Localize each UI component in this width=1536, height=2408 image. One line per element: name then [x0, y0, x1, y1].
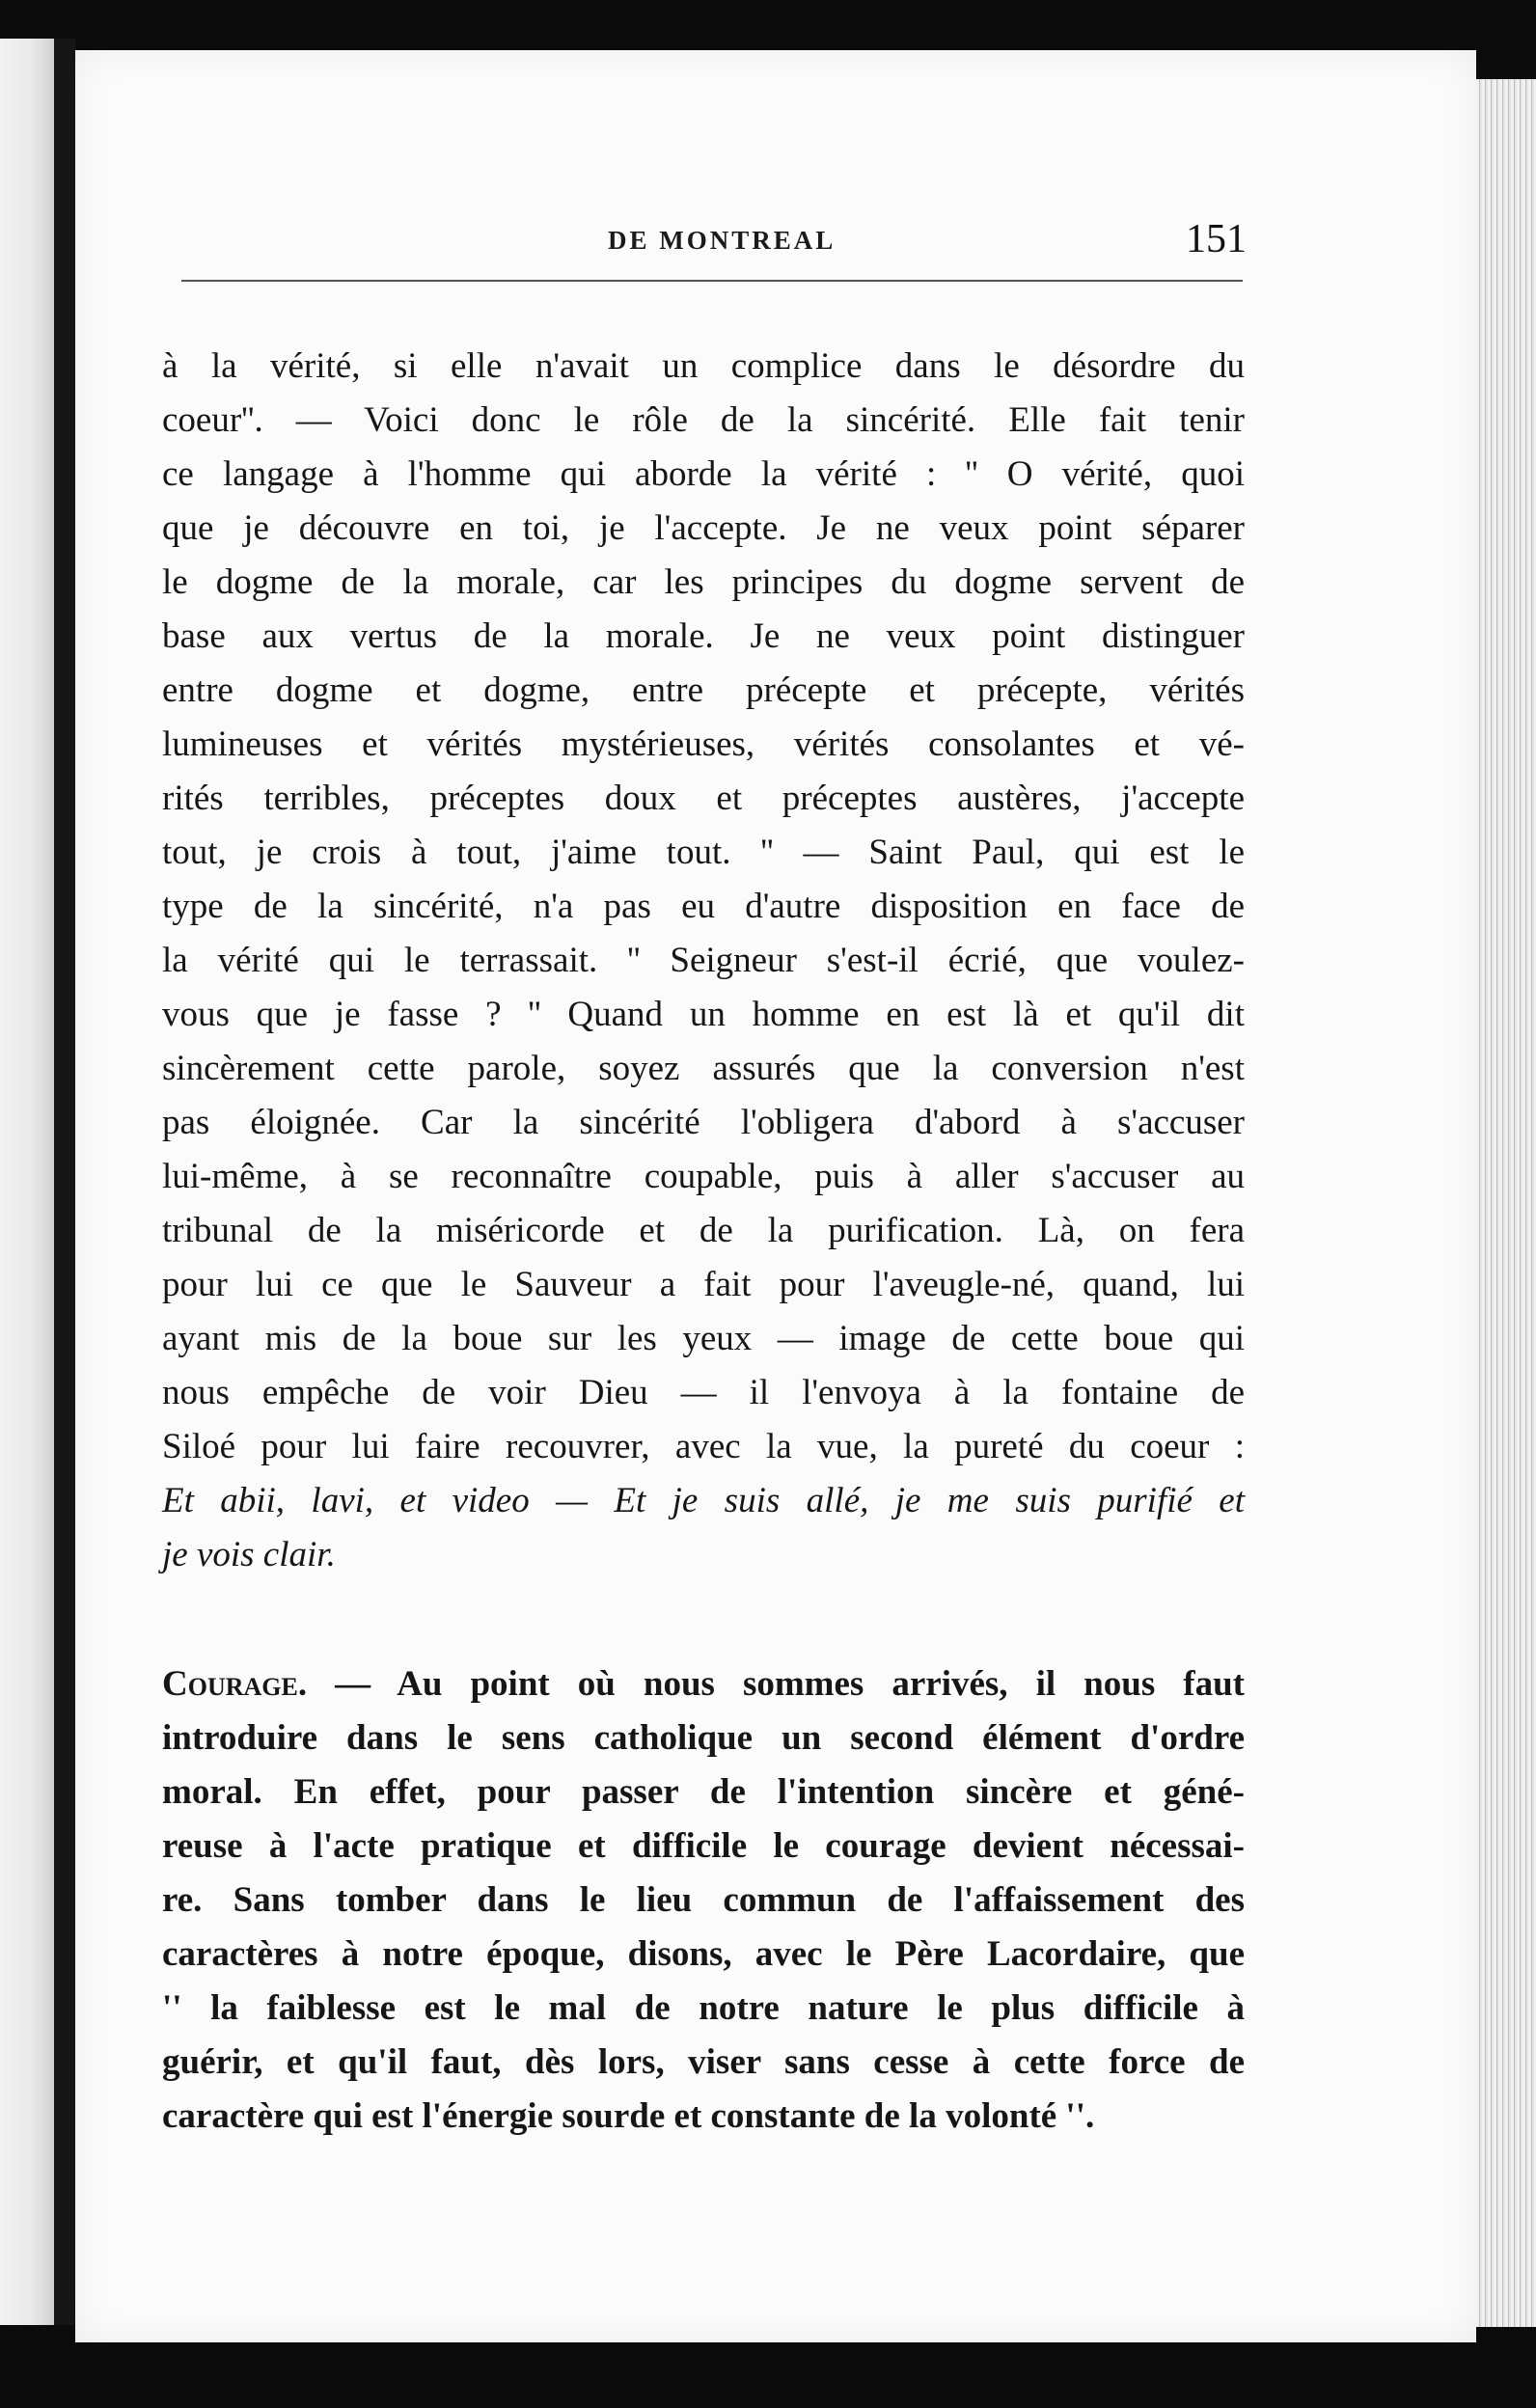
- text-line: re. Sans tomber dans le lieu commun de l'affaissement des: [162, 1880, 1245, 1920]
- text-line: introduire dans le sens catholique un second élément d'ordre: [162, 1718, 1245, 1758]
- text-line: sincèrement cette parole, soyez assurés que la conversion n'est: [162, 1049, 1245, 1088]
- text-line: rités terribles, préceptes doux et préceptes austères, j'accepte: [162, 779, 1245, 818]
- text-line: que je découvre en toi, je l'accepte. Je ne veux point séparer: [162, 508, 1245, 548]
- text-line: coeur''. — Voici donc le rôle de la sincérité. Elle fait tenir: [162, 400, 1245, 440]
- section-heading: Courage.: [162, 1664, 308, 1704]
- text-line: caractère qui est l'énergie sourde et constante de la volonté ''.: [162, 2096, 1095, 2136]
- text-line: tout, je crois à tout, j'aime tout. '' — Saint Paul, qui est le: [162, 833, 1245, 872]
- text-line: à la vérité, si elle n'avait un complice dans le désordre du: [162, 346, 1245, 386]
- paragraph-sincerite: [162, 340, 1245, 1582]
- text-line: pour lui ce que le Sauveur a fait pour l'aveugle-né, quand, lui: [162, 1265, 1245, 1304]
- text-line: base aux vertus de la morale. Je ne veux point distinguer: [162, 616, 1245, 656]
- book-gutter: [54, 39, 75, 2325]
- header-rule: [181, 280, 1243, 282]
- text-line: le dogme de la morale, car les principes du dogme servent de: [162, 562, 1245, 602]
- text-line: pas éloignée. Car la sincérité l'obligera d'abord à s'accuser: [162, 1103, 1245, 1142]
- latin-quote-line: je vois clair.: [162, 1535, 336, 1574]
- text-line: lumineuses et vérités mystérieuses, vérités consolantes et vé-: [162, 725, 1245, 764]
- text-line: lui-même, à se reconnaître coupable, puis à aller s'accuser au: [162, 1157, 1245, 1196]
- text-line: la vérité qui le terrassait. '' Seigneur s'est-il écrié, que voulez-: [162, 941, 1245, 980]
- scan-bottom-shadow: [54, 2342, 1536, 2408]
- text-line: nous empêche de voir Dieu — il l'envoya à la fontaine de: [162, 1373, 1245, 1412]
- text-line: type de la sincérité, n'a pas eu d'autre disposition en face de: [162, 887, 1245, 926]
- latin-quote-line: Et abii, lavi, et video — Et je suis allé, je me suis purifié et: [162, 1481, 1245, 1520]
- paragraph-courage: [162, 1657, 1245, 2144]
- text-line: vous que je fasse ? '' Quand un homme en est là et qu'il dit: [162, 995, 1245, 1034]
- text-line: reuse à l'acte pratique et difficile le courage devient nécessai-: [162, 1826, 1245, 1866]
- text-line: entre dogme et dogme, entre précepte et précepte, vérités: [162, 670, 1245, 710]
- text-line: moral. En effet, pour passer de l'intention sincère et géné-: [162, 1772, 1245, 1812]
- text-line: ayant mis de la boue sur les yeux — image de cette boue qui: [162, 1319, 1245, 1358]
- text-line: tribunal de la miséricorde et de la purification. Là, on fera: [162, 1211, 1245, 1250]
- adjacent-page-edge: [0, 39, 54, 2325]
- text-line: Siloé pour lui faire recouvrer, avec la vue, la pureté du coeur :: [162, 1427, 1245, 1466]
- running-title: DE MONTREAL: [608, 226, 837, 255]
- page-number: 151: [1186, 217, 1247, 261]
- text-line: caractères à notre époque, disons, avec le Père Lacordaire, que: [162, 1934, 1245, 1974]
- running-header: [174, 216, 1247, 274]
- text-line: [162, 1657, 1245, 1711]
- text-fragment: — Au point où nous sommes arrivés, il nous faut: [307, 1664, 1245, 1704]
- page-stack-edges: [1476, 79, 1536, 2327]
- text-line: ce langage à l'homme qui aborde la vérité : '' O vérité, quoi: [162, 454, 1245, 494]
- text-line: guérir, et qu'il faut, dès lors, viser sans cesse à cette force de: [162, 2042, 1245, 2082]
- text-line: '' la faiblesse est le mal de notre nature le plus difficile à: [162, 1988, 1245, 2028]
